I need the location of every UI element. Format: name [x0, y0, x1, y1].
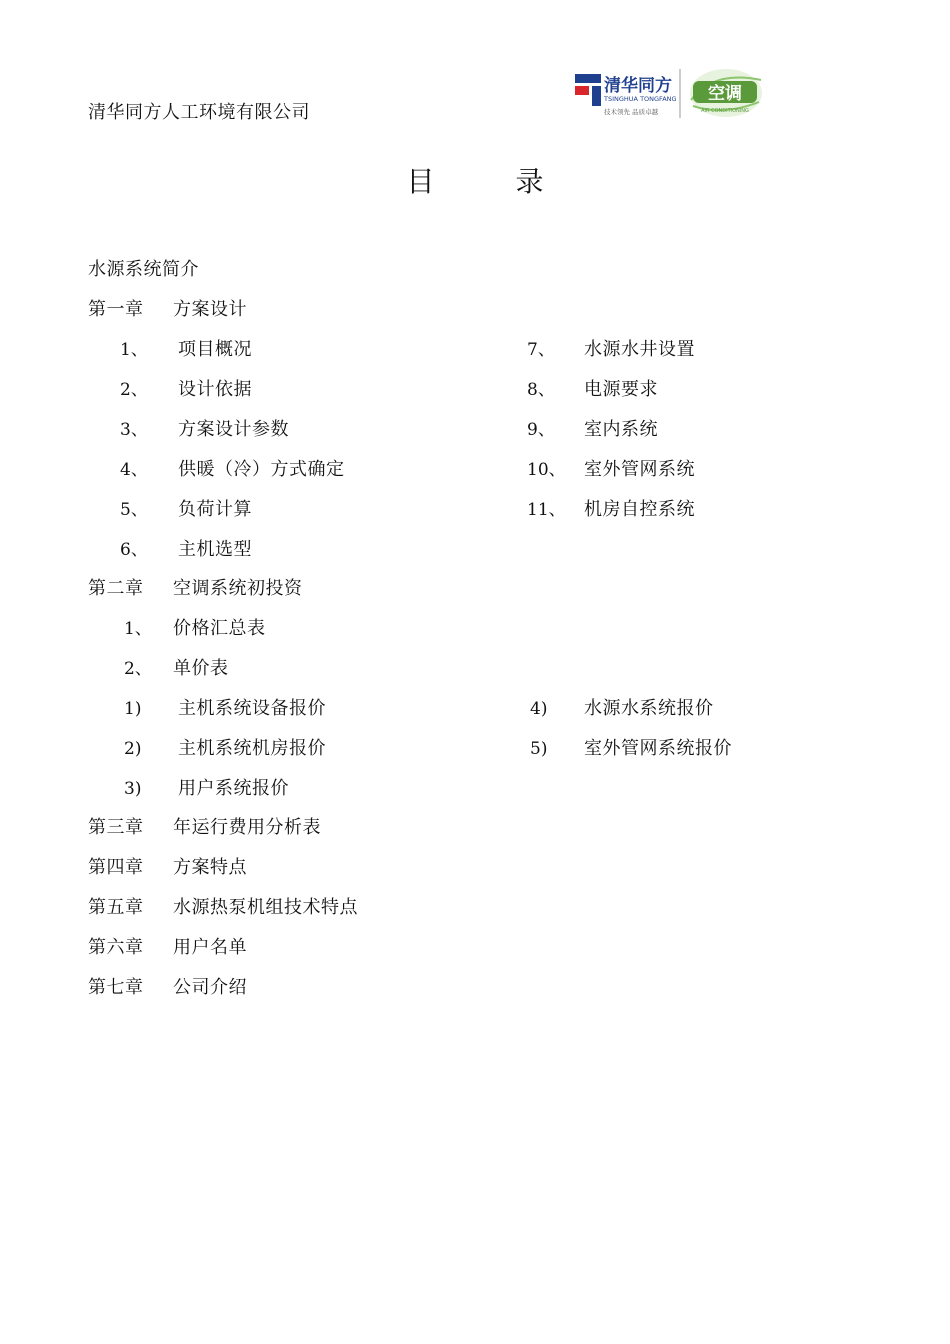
logo-english-text: TSINGHUA TONGFANG — [604, 95, 677, 103]
ch2-item-2-text: 单价表 — [173, 658, 229, 679]
chapter-5-label: 第五章 — [88, 897, 144, 918]
ch2-sub-3-text: 用户系统报价 — [178, 778, 289, 799]
ch1-item-2-text: 设计依据 — [178, 379, 252, 400]
chapter-3-label: 第三章 — [88, 817, 144, 838]
chapter-7-title: 公司介绍 — [173, 977, 247, 998]
ch2-sub-3-num: 3) — [124, 779, 142, 799]
ch1-item-1-num: 1、 — [120, 340, 148, 360]
ch1-item-10-text: 室外管网系统 — [584, 459, 695, 480]
ch1-item-3-num: 3、 — [120, 420, 148, 440]
logo-badge-text: 空调 — [708, 84, 742, 104]
ch1-item-8-num: 8、 — [527, 380, 555, 400]
ch1-item-2-num: 2、 — [120, 380, 148, 400]
chapter-6-label: 第六章 — [88, 937, 144, 958]
ch1-item-1-text: 项目概况 — [178, 339, 252, 360]
chapter-2-title: 空调系统初投资 — [173, 578, 303, 599]
chapter-1-title: 方案设计 — [173, 299, 247, 320]
toc-intro: 水源系统简介 — [88, 259, 199, 280]
ch1-item-7-text: 水源水井设置 — [584, 339, 695, 360]
ch1-item-6-num: 6、 — [120, 540, 148, 560]
ch2-sub-5-text: 室外管网系统报价 — [584, 738, 732, 759]
logo-slogan-text: 技术领先 品质卓越 — [604, 108, 659, 116]
chapter-3-title: 年运行费用分析表 — [173, 817, 321, 838]
ch1-item-8-text: 电源要求 — [584, 379, 658, 400]
ch1-item-7-num: 7、 — [527, 340, 555, 360]
chapter-6-title: 用户名单 — [173, 937, 247, 958]
ch1-item-9-text: 室内系统 — [584, 419, 658, 440]
chapter-2-label: 第二章 — [88, 578, 144, 599]
ch2-sub-4-num: 4) — [530, 699, 548, 719]
chapter-7-label: 第七章 — [88, 977, 144, 998]
ch2-sub-5-num: 5) — [530, 739, 548, 759]
logo-badge-english: AIR CONDITIONING — [701, 108, 749, 114]
ch2-sub-2-text: 主机系统机房报价 — [178, 738, 326, 759]
ch1-item-9-num: 9、 — [527, 420, 555, 440]
ch1-item-4-text: 供暖（冷）方式确定 — [178, 459, 345, 480]
ch1-item-5-num: 5、 — [120, 500, 148, 520]
ch2-sub-4-text: 水源水系统报价 — [584, 698, 714, 719]
ch1-item-3-text: 方案设计参数 — [178, 419, 289, 440]
ch1-item-11-num: 11、 — [527, 500, 566, 520]
ch1-item-11-text: 机房自控系统 — [584, 499, 695, 520]
logo-brand-text: 清华同方 — [604, 76, 672, 96]
chapter-1-label: 第一章 — [88, 299, 144, 320]
ch1-item-5-text: 负荷计算 — [178, 499, 252, 520]
chapter-4-title: 方案特点 — [173, 857, 247, 878]
ch1-item-4-num: 4、 — [120, 460, 148, 480]
ch1-item-6-text: 主机选型 — [178, 539, 252, 560]
ch2-sub-1-num: 1) — [124, 699, 142, 719]
company-name: 清华同方人工环境有限公司 — [88, 102, 310, 123]
ch2-item-1-text: 价格汇总表 — [173, 618, 266, 639]
ch2-item-1-num: 1、 — [124, 619, 152, 639]
ch2-sub-1-text: 主机系统设备报价 — [178, 698, 326, 719]
chapter-5-title: 水源热泵机组技术特点 — [173, 897, 358, 918]
company-logo — [573, 66, 767, 120]
page-title: 目 录 — [406, 165, 580, 198]
chapter-4-label: 第四章 — [88, 857, 144, 878]
ch2-sub-2-num: 2) — [124, 739, 142, 759]
ch1-item-10-num: 10、 — [527, 460, 566, 480]
ch2-item-2-num: 2、 — [124, 659, 152, 679]
